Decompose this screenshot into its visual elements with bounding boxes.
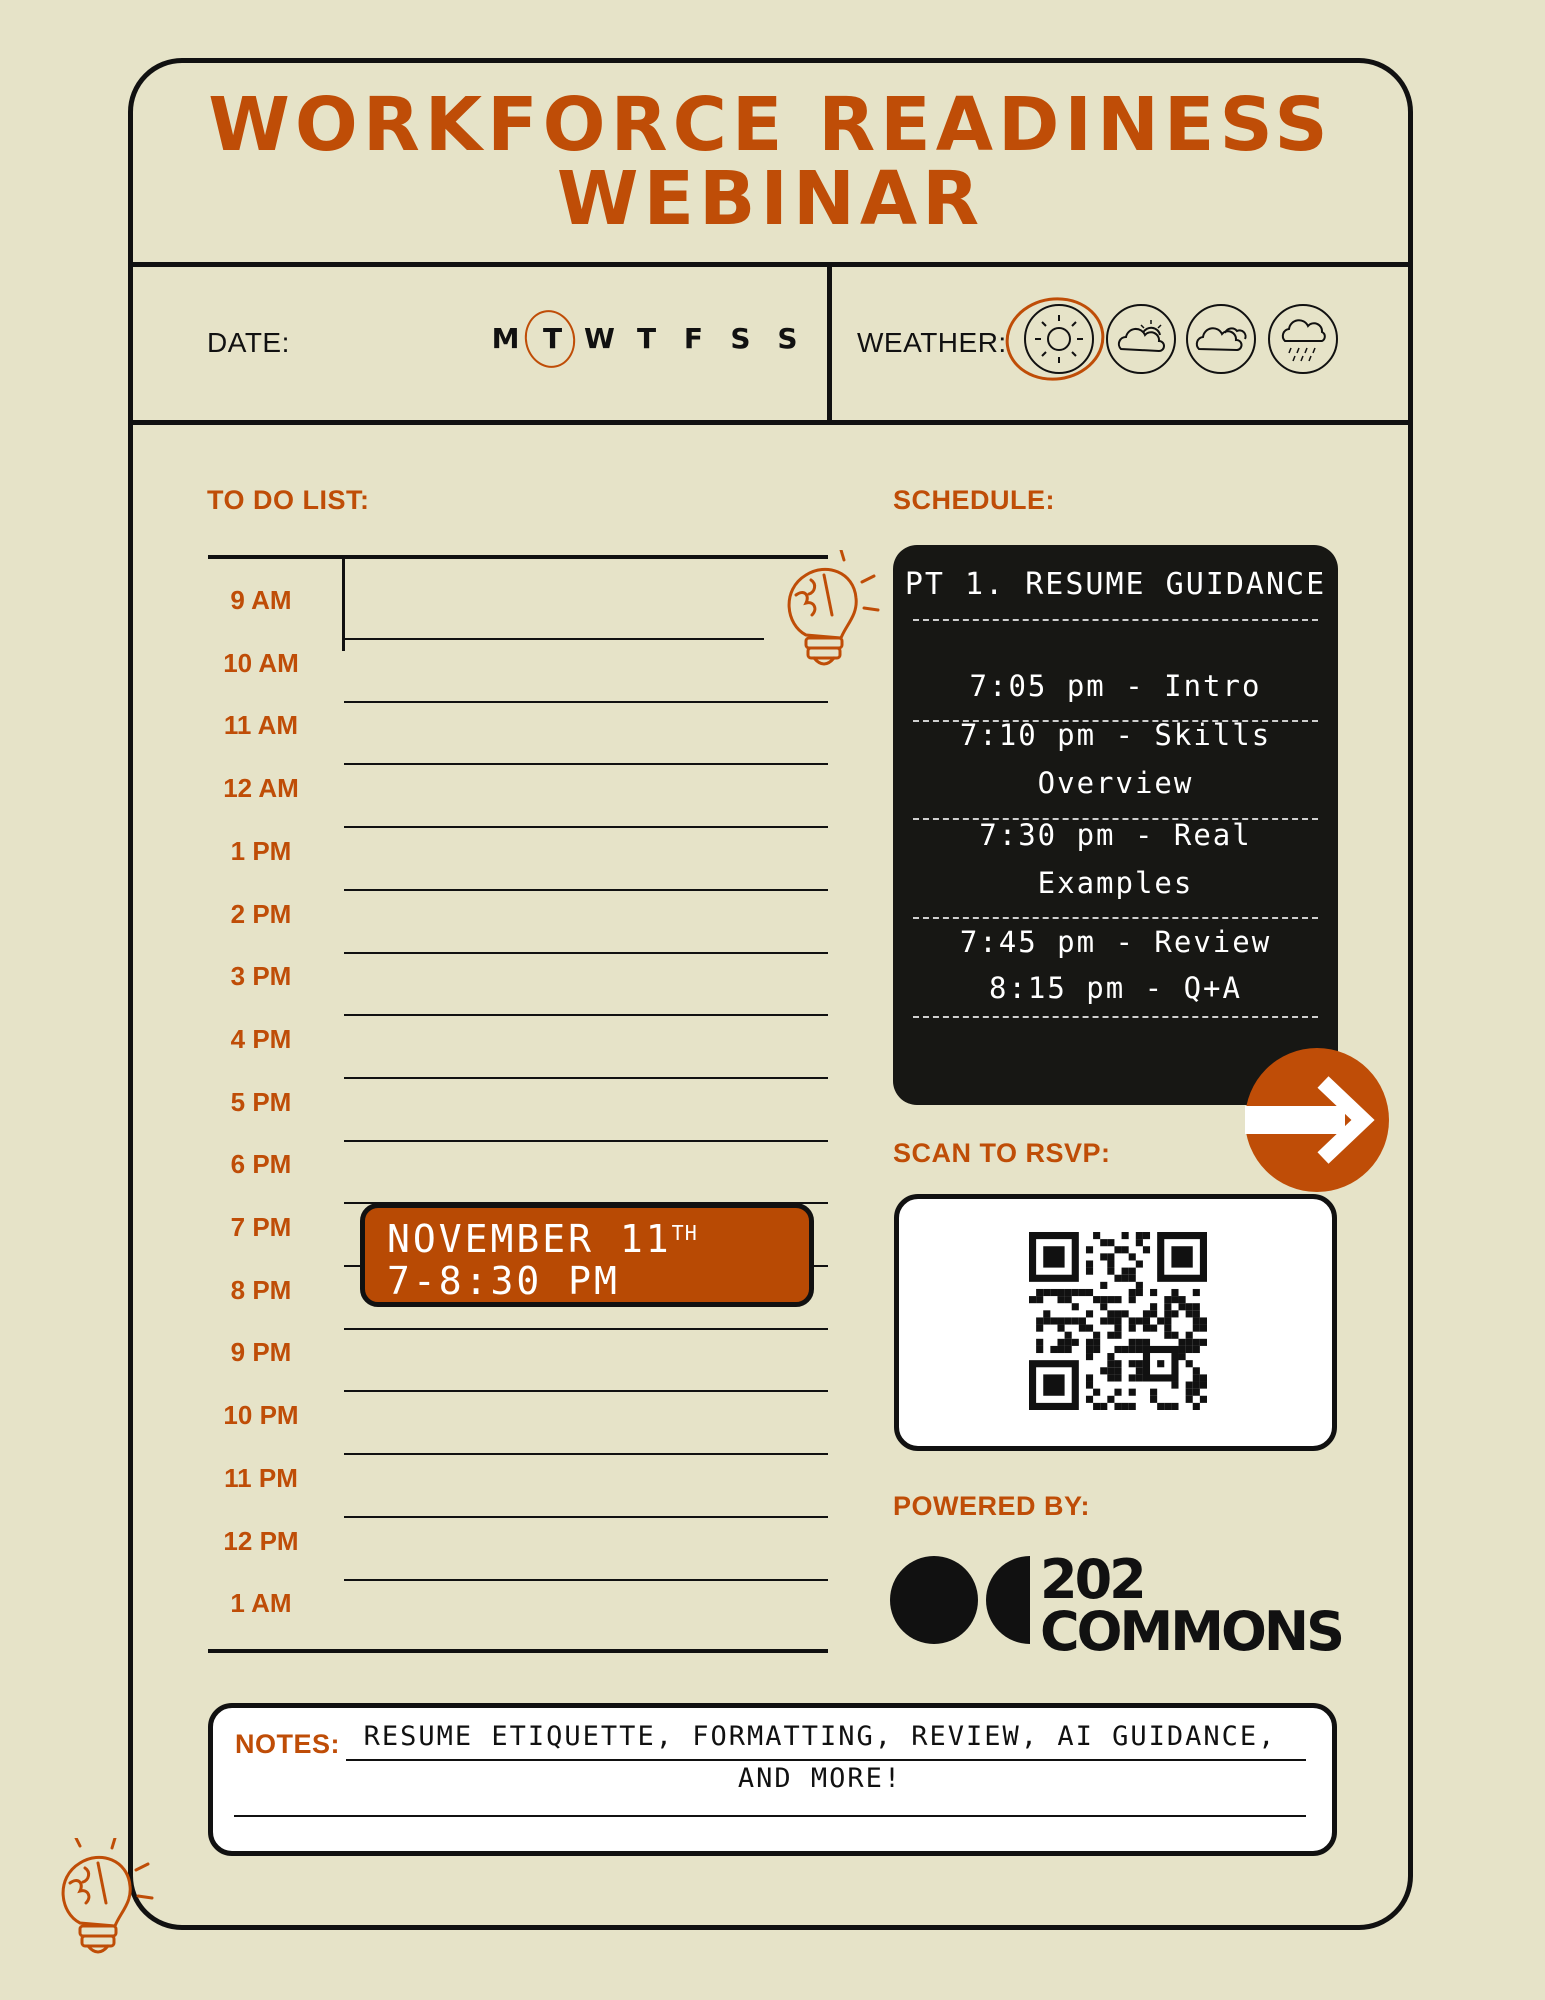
day-sun-label: S xyxy=(777,322,798,355)
schedule-item: 7:05 pm - Intro xyxy=(969,669,1262,703)
logo-line-1: 202 xyxy=(1040,1548,1144,1611)
todo-line[interactable] xyxy=(344,1453,828,1455)
todo-line[interactable] xyxy=(344,1077,828,1079)
schedule-divider xyxy=(913,1016,1318,1018)
todo-top-rule xyxy=(208,555,828,559)
qr-code[interactable] xyxy=(1029,1232,1207,1410)
todo-line[interactable] xyxy=(344,763,828,765)
notes-rule xyxy=(346,1759,1306,1761)
lightbulb-icon xyxy=(776,550,886,680)
title-divider xyxy=(133,262,1408,267)
schedule-item: Examples xyxy=(1037,866,1194,900)
title-line-1: WORKFORCE READINESS xyxy=(208,82,1333,168)
header-split xyxy=(827,262,832,425)
schedule-divider xyxy=(913,619,1318,621)
time-slot-label: 9 AM xyxy=(230,585,292,615)
time-slot-label: 1 AM xyxy=(230,1588,292,1619)
rsvp-label: SCAN TO RSVP: xyxy=(893,1138,1111,1168)
weather-label: WEATHER: xyxy=(857,327,1007,358)
day-fri[interactable] xyxy=(670,322,717,355)
time-slot-label: 11 PM xyxy=(224,1462,298,1493)
event-time: 7-8:30 PM xyxy=(387,1259,620,1303)
day-wed-label: W xyxy=(584,322,615,355)
time-slot-label: 7 PM xyxy=(230,1212,292,1242)
time-slot-label: 6 PM xyxy=(230,1149,292,1180)
day-sat-label: S xyxy=(730,322,751,355)
time-slot-label: 8 PM xyxy=(230,1274,292,1305)
day-tue[interactable] xyxy=(529,322,576,355)
notes-line-1: RESUME ETIQUETTE, FORMATTING, REVIEW, AI GUIDANCE, xyxy=(363,1721,1277,1752)
202-commons-logo xyxy=(888,1554,1038,1646)
qr-card[interactable] xyxy=(894,1194,1337,1451)
next-arrow-button[interactable] xyxy=(1245,1048,1389,1192)
schedule-label: SCHEDULE: xyxy=(893,485,1056,515)
notes-text xyxy=(340,1716,1300,1800)
day-sat[interactable] xyxy=(717,322,764,355)
time-slot-label: 10 PM xyxy=(223,1400,299,1431)
logo-line-2: COMMONS xyxy=(1040,1600,1342,1663)
day-thu[interactable] xyxy=(623,322,670,355)
schedule-item: Overview xyxy=(1037,766,1194,800)
cloudy-icon[interactable] xyxy=(1185,303,1257,375)
schedule-item: 7:45 pm - Review xyxy=(959,925,1272,959)
date-label: DATE: xyxy=(207,327,290,358)
todo-line[interactable] xyxy=(344,1516,828,1518)
todo-line[interactable] xyxy=(344,1014,828,1016)
arrow-right-icon xyxy=(1245,1048,1389,1192)
time-slot-label: 9 PM xyxy=(230,1337,292,1368)
day-tue-label: T xyxy=(542,322,563,355)
rain-icon[interactable] xyxy=(1267,303,1339,375)
time-slot-label: 4 PM xyxy=(230,1023,292,1054)
todo-line[interactable] xyxy=(344,952,828,954)
schedule-panel xyxy=(893,545,1338,1105)
todo-line[interactable] xyxy=(344,1328,828,1330)
time-slot-label: 12 PM xyxy=(223,1525,299,1556)
day-selector[interactable] xyxy=(482,322,811,355)
sun-icon[interactable] xyxy=(1003,294,1107,384)
todo-line[interactable] xyxy=(344,889,828,891)
event-date: NOVEMBER 11 xyxy=(387,1217,672,1261)
schedule-title: PT 1. RESUME GUIDANCE xyxy=(904,567,1327,602)
logo-text xyxy=(1040,1548,1342,1663)
todo-line[interactable] xyxy=(344,826,828,828)
event-card[interactable] xyxy=(360,1203,814,1307)
schedule-item: 8:15 pm - Q+A xyxy=(989,971,1242,1005)
time-slot-label: 1 PM xyxy=(230,835,292,866)
notes-label: NOTES: xyxy=(235,1729,341,1759)
time-slot-label: 2 PM xyxy=(230,898,292,929)
header-divider xyxy=(133,420,1408,425)
title-line-2: WEBINAR xyxy=(556,156,985,242)
todo-time-divider xyxy=(342,557,345,651)
time-slot-label: 5 PM xyxy=(230,1086,292,1117)
todo-line[interactable] xyxy=(344,1390,828,1392)
schedule-item: 7:10 pm - Skills xyxy=(959,718,1272,752)
todo-line[interactable] xyxy=(344,638,764,640)
powered-by-label: POWERED BY: xyxy=(893,1491,1091,1521)
schedule-item: 7:30 pm - Real xyxy=(979,818,1252,852)
day-thu-label: T xyxy=(636,322,657,355)
todo-list-label: TO DO LIST: xyxy=(207,485,370,515)
notes-rule xyxy=(234,1815,1306,1817)
time-slot-label: 11 AM xyxy=(223,710,299,741)
time-slot-label: 12 AM xyxy=(223,773,299,804)
todo-line[interactable] xyxy=(344,1579,828,1581)
time-slot-label: 10 AM xyxy=(223,647,299,678)
todo-line[interactable] xyxy=(344,701,828,703)
day-mon[interactable] xyxy=(482,322,529,355)
time-slot-label: 3 PM xyxy=(230,961,292,992)
day-mon-label: M xyxy=(491,322,520,355)
todo-line[interactable] xyxy=(344,1140,828,1142)
day-fri-label: F xyxy=(683,322,704,355)
day-sun[interactable] xyxy=(764,322,811,355)
event-date-suffix: TH xyxy=(671,1221,698,1245)
event-date-line xyxy=(387,1218,809,1260)
lightbulb-icon xyxy=(50,1838,160,1968)
day-wed[interactable] xyxy=(576,322,623,355)
notes-line-2: AND MORE! xyxy=(737,1763,903,1794)
page-title xyxy=(133,82,1408,242)
partly-cloudy-icon[interactable] xyxy=(1105,303,1177,375)
todo-bottom-rule xyxy=(208,1649,828,1653)
